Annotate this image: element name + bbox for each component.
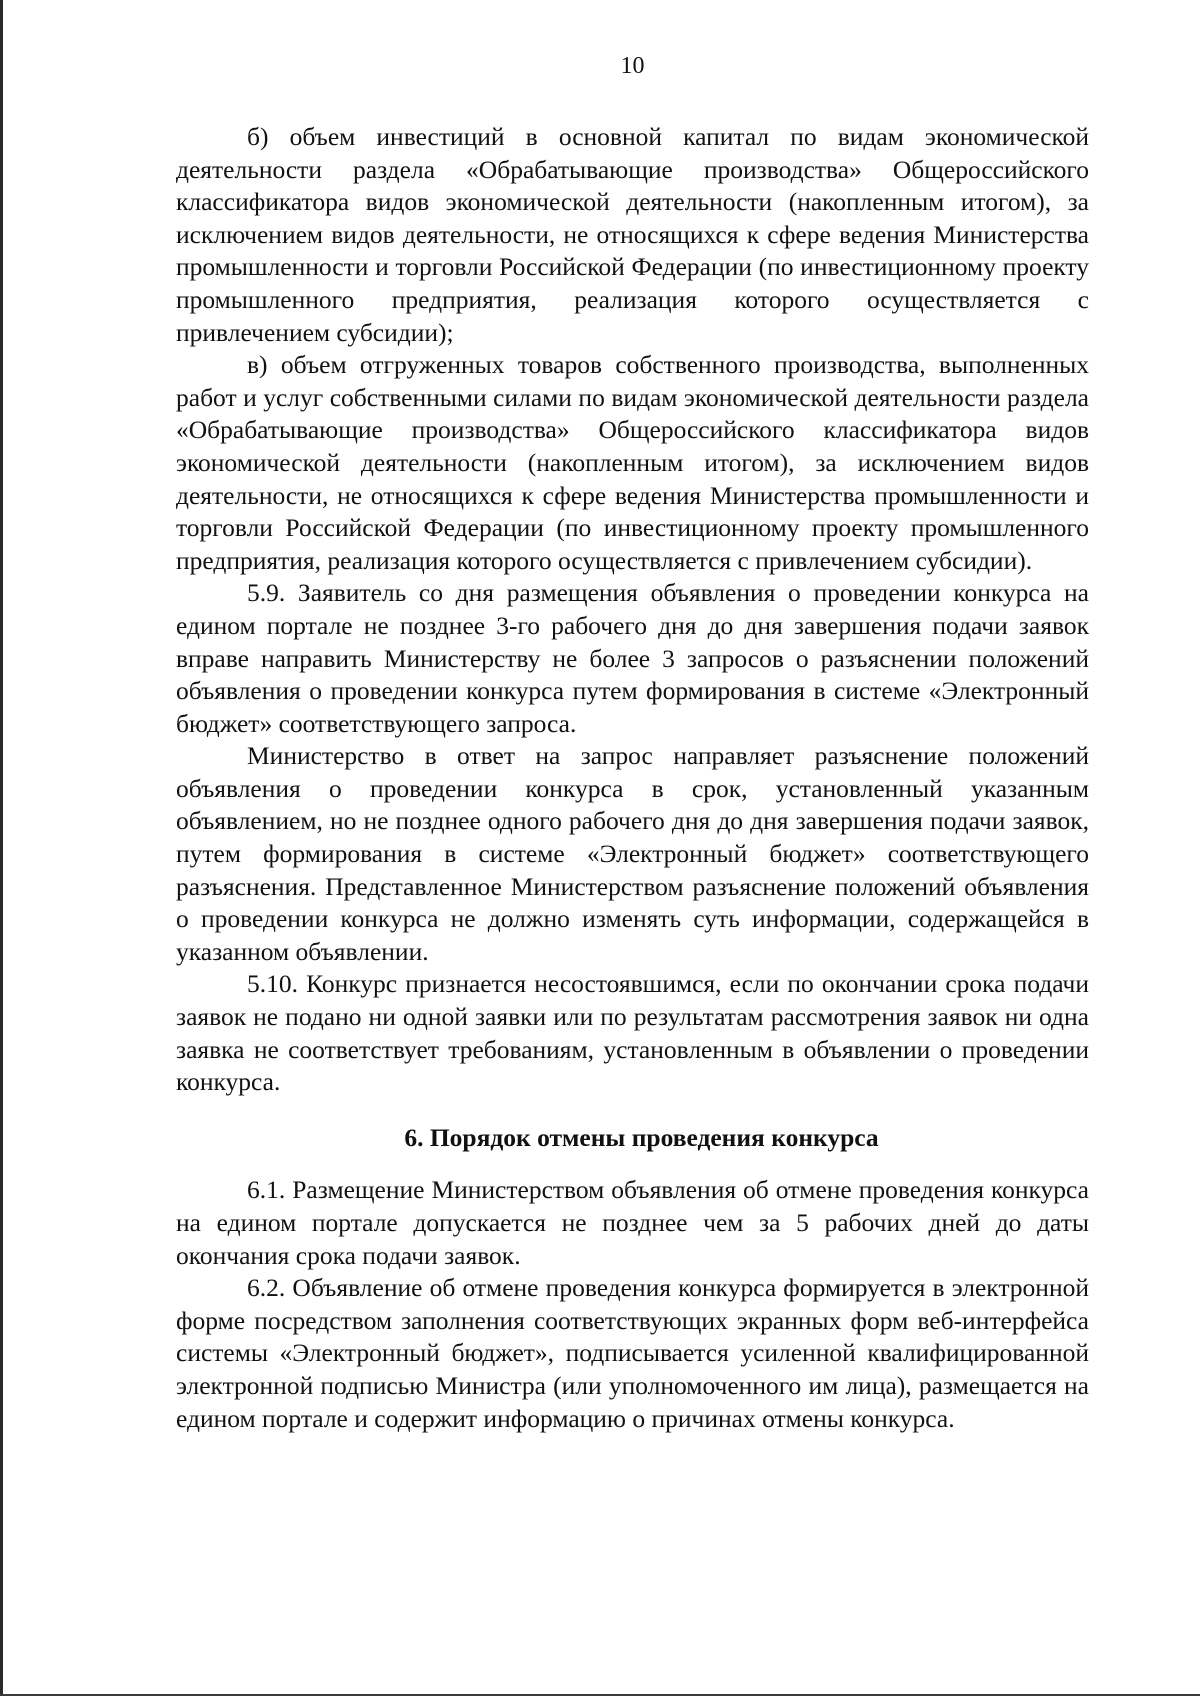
paragraph-b-investments: б) объем инвестиций в основной капитал по видам экономической деятельности раздела «Обрабатывающие производства» Общероссийского классификатора видов экономической деятельности (накопленным итогом), за исключением видов деятельности, не относящихся к сфере ведения Министерства промышленности и торговли Российской Федерации (по инвестиционному проекту промышленного предприятия, реализация которого осуществляется с привлечением субсидии);: [176, 122, 1089, 347]
paragraph-v-shipped-goods: в) объем отгруженных товаров собственного производства, выполненных работ и услуг собственными силами по видам экономической деятельности раздела «Обрабатывающие производства» Общероссийского классификатора видов экономической деятельности (накопленным итогом), за исключением видов деятельности, не относящихся к сфере ведения Министерства промышленности и торговли Российской Федерации (по инвестиционному проекту промышленного предприятия, реализация которого осуществляется с привлечением субсидии).: [176, 350, 1089, 575]
paragraph-6-2: 6.2. Объявление об отмене проведения конкурса формируется в электронной форме посредством заполнения соответствующих экранных форм веб-интерфейса системы «Электронный бюджет», подписывается усиленной квалифицированной электронной подписью Министра (или уполномоченного им лица), размещается на едином портале и содержит информацию о причинах отмены конкурса.: [176, 1273, 1089, 1433]
paragraph-5-9: 5.9. Заявитель со дня размещения объявления о проведении конкурса на едином портале не позднее 3-го рабочего дня до дня завершения подачи заявок вправе направить Министерству не более 3 запросов о разъяснении положений объявления о проведении конкурса путем формирования в системе «Электронный бюджет» соответствующего запроса.: [176, 578, 1089, 738]
paragraph-6-1: 6.1. Размещение Министерством объявления об отмене проведения конкурса на едином портале допускается не позднее чем за 5 рабочих дней до даты окончания срока подачи заявок.: [176, 1175, 1089, 1270]
scan-edge-left: [0, 0, 3, 1696]
section-heading: 6. Порядок отмены проведения конкурса: [404, 1122, 879, 1152]
document-body: [176, 121, 1089, 1435]
page-number: 10: [620, 53, 645, 79]
paragraph-ministry-response: Министерство в ответ на запрос направляет разъяснение положений объявления о проведении конкурса в срок, установленный указанным объявлением, но не позднее одного рабочего дня до дня завершения подачи заявок, путем формирования в системе «Электронный бюджет» соответствующего разъяснения. Представленное Министерством разъяснение положений объявления о проведении конкурса не должно изменять суть информации, содержащейся в указанном объявлении.: [176, 741, 1089, 966]
paragraph-5-10: 5.10. Конкурс признается несостоявшимся, если по окончании срока подачи заявок не подано ни одной заявки или по результатам рассмотрения заявок ни одна заявка не соответствует требованиям, установленным в объявлении о проведении конкурса.: [176, 969, 1089, 1097]
